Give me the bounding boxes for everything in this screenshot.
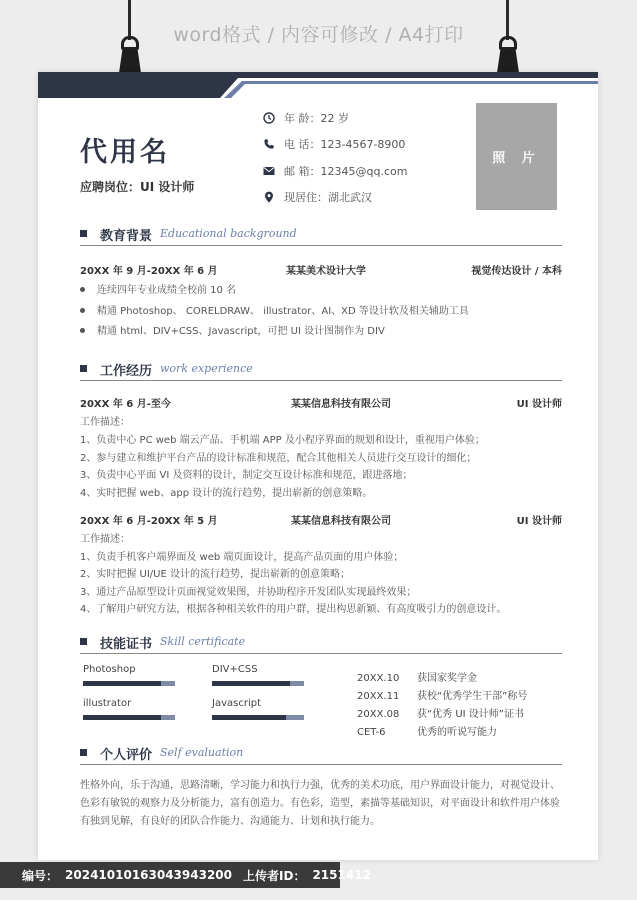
section-title: 工作经历 xyxy=(100,364,153,379)
phone-icon xyxy=(263,138,275,150)
list-item xyxy=(80,281,236,296)
binder-clip-right xyxy=(494,0,522,82)
school-name: 某某美术设计大学 xyxy=(286,266,366,277)
footer-id-label: 编号： xyxy=(22,868,59,883)
skill-name: Javascript xyxy=(212,698,261,709)
photo-placeholder: 照 片 xyxy=(476,103,557,210)
job-period: 20XX 年 6 月-20XX 年 5 月 xyxy=(80,516,218,527)
job-desc-line: 2、参与建立和维护平台产品的设计标准和规范，配合其他相关人员进行交互设计的细化； xyxy=(80,453,477,464)
section-work-header xyxy=(80,361,562,381)
clock-icon xyxy=(263,112,275,124)
job-row xyxy=(80,512,562,526)
info-email xyxy=(263,163,407,179)
job-desc-line: 4、实时把握 web、app 设计的流行趋势，提出崭新的创意策略。 xyxy=(80,488,373,499)
job-desc-line: 1、负责中心 PC web 端云产品、手机端 APP 及小程序界面的规划和设计，重视用户体验； xyxy=(80,435,485,446)
info-location xyxy=(263,189,372,205)
section-skills-header xyxy=(80,634,562,654)
skill-name: illustrator xyxy=(83,698,132,709)
award-item xyxy=(357,723,497,738)
skill-bar xyxy=(212,715,304,720)
age-text: 年 龄：22 岁 xyxy=(284,112,349,125)
resume-page xyxy=(38,72,598,860)
education-period: 20XX 年 9 月-20XX 年 6 月 xyxy=(80,266,218,277)
section-marker-icon xyxy=(80,638,87,645)
section-title: 技能证书 xyxy=(100,637,153,652)
award-date: 20XX.08 xyxy=(357,709,400,720)
award-item xyxy=(357,687,527,702)
job-desc-label: 工作描述： xyxy=(80,534,130,545)
award-text: 获国家奖学金 xyxy=(417,673,477,684)
bullet-text: 精通 Photoshop、 CORELDRAW、 illustrator、AI、XD 等设计软及相关辅助工具 xyxy=(97,306,469,317)
section-title: 个人评价 xyxy=(100,748,153,763)
award-text: 获“优秀 UI 设计师”证书 xyxy=(417,709,524,720)
section-education-header xyxy=(80,226,562,246)
skill-bar-rest xyxy=(290,681,304,686)
section-title-en: Self evaluation xyxy=(160,746,244,759)
company-name: 某某信息科技有限公司 xyxy=(291,516,391,527)
award-item xyxy=(357,669,477,684)
section-title-en: Educational background xyxy=(160,227,297,240)
section-marker-icon xyxy=(80,749,87,756)
job-desc-line: 2、实时把握 UI/UE 设计的流行趋势，提出崭新的创意策略； xyxy=(80,569,350,580)
binder-clip-left xyxy=(116,0,144,82)
bullet-icon xyxy=(80,328,85,333)
section-title-en: Skill certificate xyxy=(160,635,246,648)
location-text: 现居住：湖北武汉 xyxy=(284,191,372,204)
award-date: 20XX.11 xyxy=(357,691,400,702)
phone-text: 电 话：123-4567-8900 xyxy=(284,138,406,151)
job-period: 20XX 年 6 月-至今 xyxy=(80,399,171,410)
header-band xyxy=(38,72,598,98)
section-marker-icon xyxy=(80,365,87,372)
skill-name: DIV+CSS xyxy=(212,664,258,675)
section-marker-icon xyxy=(80,230,87,237)
job-desc-line: 4、了解用户研究方法，根据各种相关软件的用户群，提出构思新颖、有高度吸引力的创意设计。 xyxy=(80,604,507,615)
award-text: 获校“优秀学生干部”称号 xyxy=(417,691,528,702)
applied-position: 应聘岗位：UI 设计师 xyxy=(80,180,195,194)
mail-icon xyxy=(263,165,275,177)
skill-bar xyxy=(83,715,175,720)
award-item xyxy=(357,705,524,720)
banner-title: word格式 / 内容可修改 / A4打印 xyxy=(173,24,464,46)
education-row xyxy=(80,262,562,276)
job-desc-line: 3、通过产品原型设计页面视觉效果图，并协助程序开发团队实现最终效果； xyxy=(80,587,417,598)
skill-bar-rest xyxy=(286,715,304,720)
award-text: 优秀的听说写能力 xyxy=(417,727,497,738)
bullet-text: 精通 html、DIV+CSS、Javascript，可把 UI 设计图制作为 DIV xyxy=(97,326,385,337)
footer-uploader-label: 上传者ID： xyxy=(243,868,306,883)
candidate-name: 代用名 xyxy=(80,137,170,168)
info-age xyxy=(263,110,349,126)
list-item xyxy=(80,302,469,317)
job-desc-line: 1、负责手机客户端界面及 web 端页面设计，提高产品页面的用户体验； xyxy=(80,552,404,563)
location-icon xyxy=(263,191,275,203)
major: 视觉传达设计 / 本科 xyxy=(471,266,562,277)
job-role: UI 设计师 xyxy=(516,399,562,410)
bullet-icon xyxy=(80,308,85,313)
bullet-text: 连续四年专业成绩全校前 10 名 xyxy=(97,285,237,296)
footer-bar xyxy=(0,862,371,888)
job-row xyxy=(80,395,562,409)
skill-bar xyxy=(83,681,175,686)
skill-name: Photoshop xyxy=(83,664,136,675)
skill-bar-rest xyxy=(161,681,175,686)
job-desc-label: 工作描述： xyxy=(80,417,130,428)
job-role: UI 设计师 xyxy=(516,516,562,527)
info-phone xyxy=(263,136,405,152)
footer-id: 20241010163043943200 xyxy=(65,868,233,882)
evaluation-text: 性格外向，乐于沟通，思路清晰，学习能力和执行力强，优秀的美术功底，用户界面设计能力，对视觉设计、色彩有敏锐的观察力及分析能力，富有创造力。有色彩，造型，素描等基础知识，对平面设计和软件用户体验有独到见解，有良好的团队合作能力、沟通能力、计划和执行能力。 xyxy=(80,780,560,827)
award-date: 20XX.10 xyxy=(357,673,400,684)
footer-uploader: 2151412 xyxy=(312,868,371,882)
company-name: 某某信息科技有限公司 xyxy=(291,399,391,410)
section-title-en: work experience xyxy=(160,362,253,375)
job-desc-line: 3、负责中心平面 VI 及资料的设计，制定交互设计标准和规范，跟进落地； xyxy=(80,470,413,481)
email-text: 邮 箱：12345@qq.com xyxy=(284,165,408,178)
section-evaluation-header xyxy=(80,745,562,765)
section-title: 教育背景 xyxy=(100,229,153,244)
award-date: CET-6 xyxy=(357,727,386,738)
skill-bar-rest xyxy=(161,715,175,720)
bullet-icon xyxy=(80,287,85,292)
list-item xyxy=(80,322,385,337)
skill-bar xyxy=(212,681,304,686)
